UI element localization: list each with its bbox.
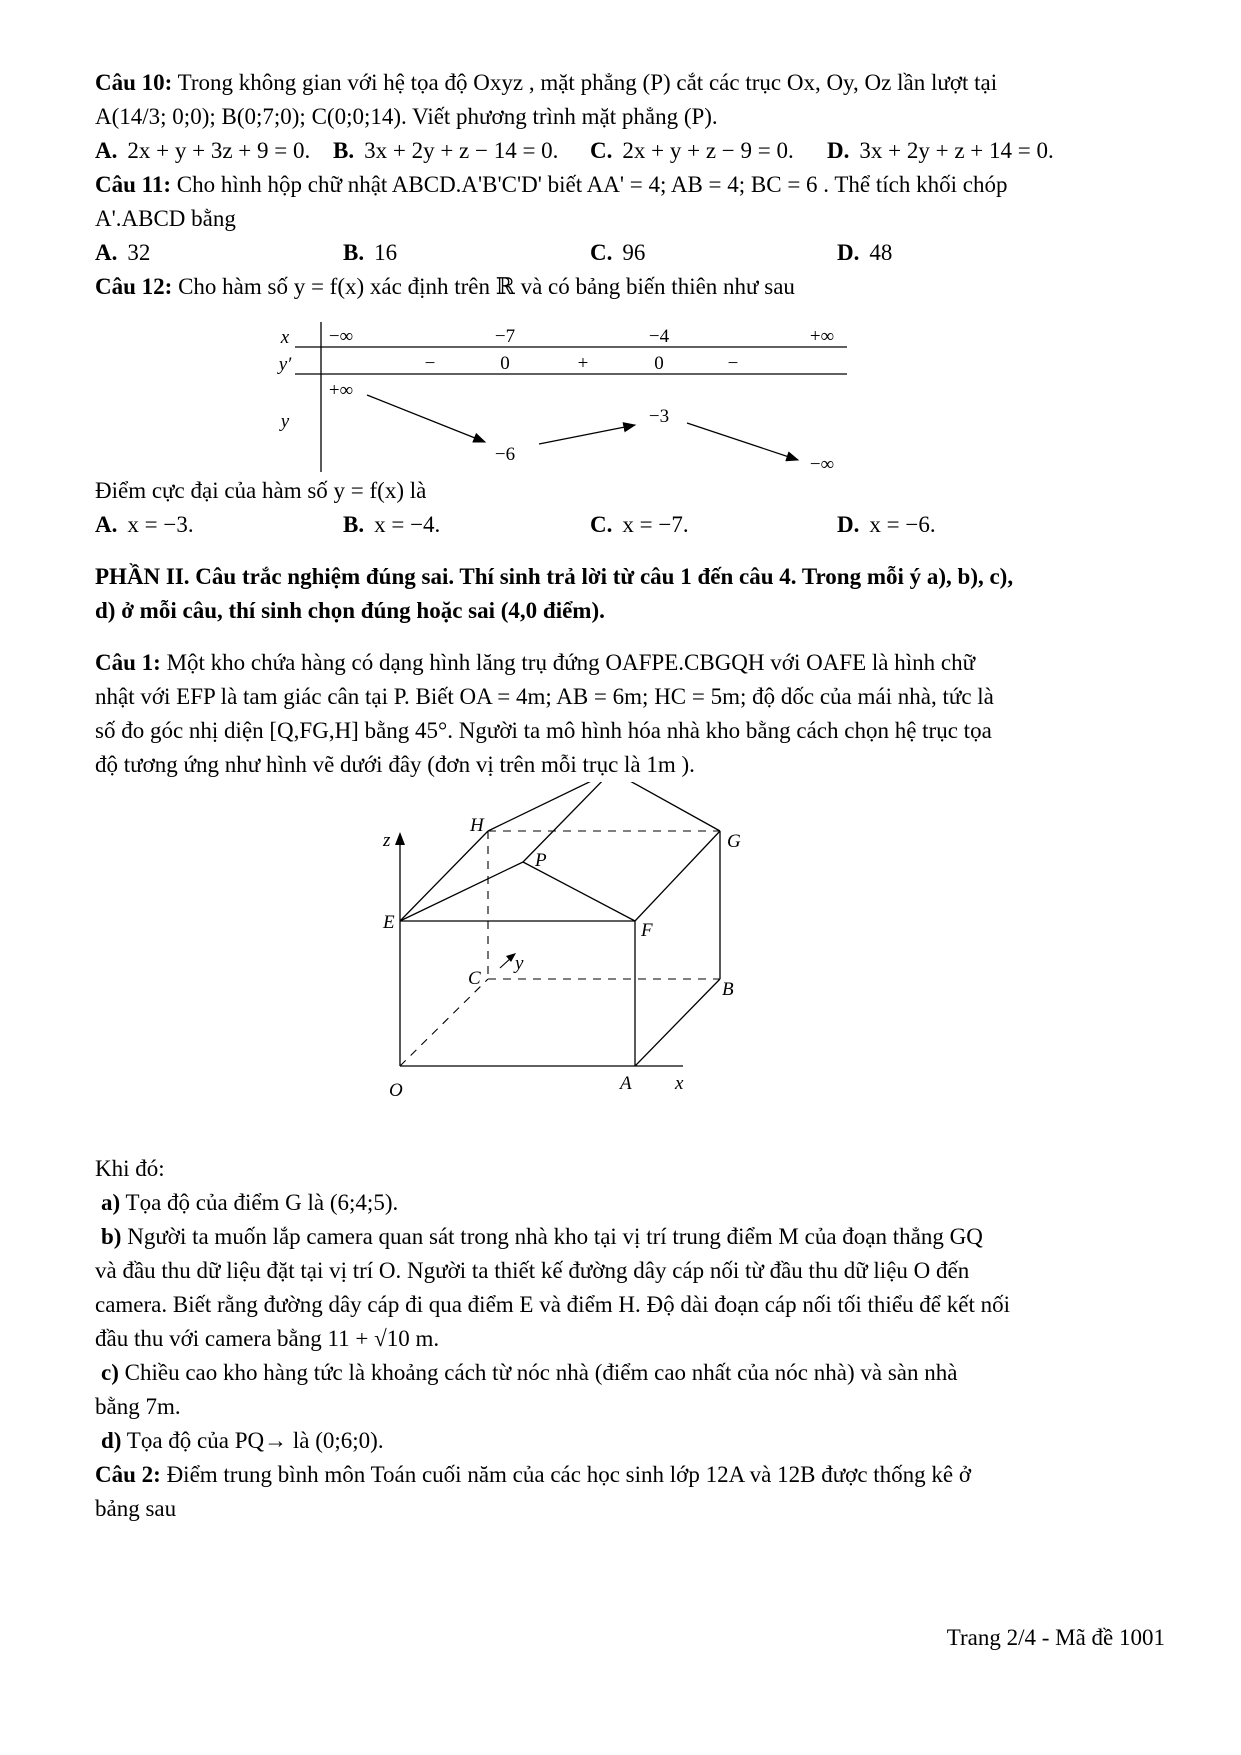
table-y-label: y [280,411,290,432]
part2-heading-line1: PHẦN II. Câu trắc nghiệm đúng sai. Thí sinh trả lời từ câu 1 đến câu 4. Trong mỗi ý a), b), c), [95,564,1014,589]
table-y-value: −6 [494,444,516,465]
edge-AB [635,979,720,1066]
label-P: P [535,850,547,871]
label-G: G [727,831,741,852]
label-A: A [620,1073,632,1094]
q12-label: Câu 12: [95,274,173,299]
q10-option-c: C. 2x + y + z − 9 = 0. [590,138,794,163]
q12-options [95,508,1165,542]
p2q1-item-c-line2: bằng 7m. [95,1394,181,1419]
q10-label: Câu 10: [95,70,173,95]
p2q1-text1: Một kho chứa hàng có dạng hình lăng trụ đứng OAFPE.CBGQH với OAFE là hình chữ [166,650,976,675]
table-x-value: −∞ [328,326,354,347]
q11-text2: A'.ABCD bằng [95,206,236,231]
variation-table [95,304,1165,474]
p2q2-text1: Điểm trung bình môn Toán cuối năm của các học sinh lớp 12A và 12B được thống kê ở [166,1462,972,1487]
p2q1-then: Khi đó: [95,1156,165,1181]
q12-option-a: A. x = −3. [95,512,194,537]
label-x: x [675,1073,684,1094]
table-yp-value: − [424,353,436,374]
table-y-value: −∞ [809,454,835,474]
q11-line2 [95,202,1165,236]
p2q1-item-c: c) Chiều cao kho hàng tức là khoảng cách từ nóc nhà (điểm cao nhất của nóc nhà) và sàn nhà [101,1360,958,1385]
q11-option-c: C. 96 [590,240,646,265]
q11-text1: Cho hình hộp chữ nhật ABCD.A'B'C'D' biết AA' = 4; AB = 4; BC = 6 . Thể tích khối chóp [176,172,1008,197]
edge-EH [400,831,488,921]
q10-text2: A(14/3; 0;0); B(0;7;0); C(0;0;14). Viết phương trình mặt phẳng (P). [95,104,718,129]
page-content [95,66,1165,1526]
table-arrow-down [687,423,798,460]
table-yp-value: 0 [654,353,664,374]
p2q2-line1 [95,1458,1165,1492]
q11-label: Câu 11: [95,172,172,197]
q11-options [95,236,1165,270]
q12-option-b: B. x = −4. [343,512,441,537]
p2q1-line2: nhật với EFP là tam giác cân tại P. Biết OA = 4m; AB = 6m; HC = 5m; độ dốc của mái nhà, tức là [95,684,994,709]
table-yp-value: − [727,353,739,374]
p2q1-item-b-line2: và đầu thu dữ liệu đặt tại vị trí O. Người ta thiết kế đường dây cáp nối từ đầu thu dữ liệu O đến [95,1258,970,1283]
edge-EP [400,862,523,921]
p2q1-line4: độ tương ứng như hình vẽ dưới đây (đơn vị trên mỗi trục là 1m ). [95,752,695,777]
table-arrow-up [539,425,635,444]
p2q2-line2: bảng sau [95,1496,177,1521]
p2q1-line1 [95,646,1165,680]
part2-heading-line2: d) ở mỗi câu, thí sinh chọn đúng hoặc sai (4,0 điểm). [95,598,605,623]
table-yp-label: y′ [278,354,292,375]
part2-heading [95,560,1165,628]
p2q2-label: Câu 2: [95,1462,161,1487]
table-y-value: −3 [648,406,670,427]
q10-option-d: D. 3x + 2y + z + 14 = 0. [827,138,1054,163]
p2q1-item-b-line4: đầu thu với camera bằng 11 + √10 m. [95,1326,440,1351]
q10-text1: Trong không gian với hệ tọa độ Oxyz , mặt phẳng (P) cắt các trục Ox, Oy, Oz lần lượt tại [177,70,998,95]
table-yp-value: 0 [500,353,510,374]
p2q1-label: Câu 1: [95,650,161,675]
q12-text2: Điểm cực đại của hàm số y = f(x) là [95,478,427,503]
q10-option-a: A. 2x + y + 3z + 9 = 0. [95,138,311,163]
p2q1-item-d: d) Tọa độ của PQ→ là (0;6;0). [101,1428,384,1453]
z-arrow-icon [395,832,405,845]
label-C: C [468,968,481,989]
p2q1-item-a: a) Tọa độ của điểm G là (6;4;5). [101,1190,399,1215]
label-z: z [383,830,391,851]
table-x-label: x [280,327,290,348]
q12-text1: Cho hàm số y = f(x) xác định trên ℝ và có bảng biến thiên như sau [178,274,795,299]
table-yp-value: + [577,353,589,374]
table-y-value: +∞ [328,380,354,401]
table-x-value: −7 [494,326,516,347]
edge-QG [612,782,720,831]
q10-option-b: B. 3x + 2y + z − 14 = 0. [333,138,559,163]
p2q1-item-b-line3: camera. Biết rằng đường dây cáp đi qua điểm E và điểm H. Độ dài đoạn cáp nối tối thiểu để kết nối [95,1292,1010,1317]
q12-option-d: D. x = −6. [837,512,936,537]
warehouse-figure [95,782,1165,1152]
q11-option-b: B. 16 [343,240,398,265]
q12-option-c: C. x = −7. [590,512,689,537]
table-x-value: +∞ [809,326,835,347]
edge-OC-hidden [400,979,488,1066]
q11-option-d: D. 48 [837,240,893,265]
edge-FG [635,831,720,921]
q11-option-a: A. 32 [95,240,151,265]
label-F: F [641,920,653,941]
label-B: B [722,979,734,1000]
label-H: H [470,815,484,836]
q10-line2 [95,100,1165,134]
page-footer: Trang 2/4 - Mã đề 1001 [946,1625,1165,1650]
table-arrow-down [367,395,485,442]
q10-options [95,134,1165,168]
p2q1-line3: số đo góc nhị diện [Q,FG,H] bằng 45°. Người ta mô hình hóa nhà kho bằng cách chọn hệ trục tọa [95,718,992,743]
q12-line2 [95,474,1165,508]
q10-line1 [95,66,1165,100]
p2q1-item-b: b) Người ta muốn lắp camera quan sát trong nhà kho tại vị trí trung điểm M của đoạn thẳng GQ [101,1224,983,1249]
q12-line1 [95,270,1165,304]
label-y: y [515,953,524,974]
label-E: E [383,912,395,933]
label-O: O [389,1080,403,1101]
table-x-value: −4 [648,326,670,347]
q11-line1 [95,168,1165,202]
